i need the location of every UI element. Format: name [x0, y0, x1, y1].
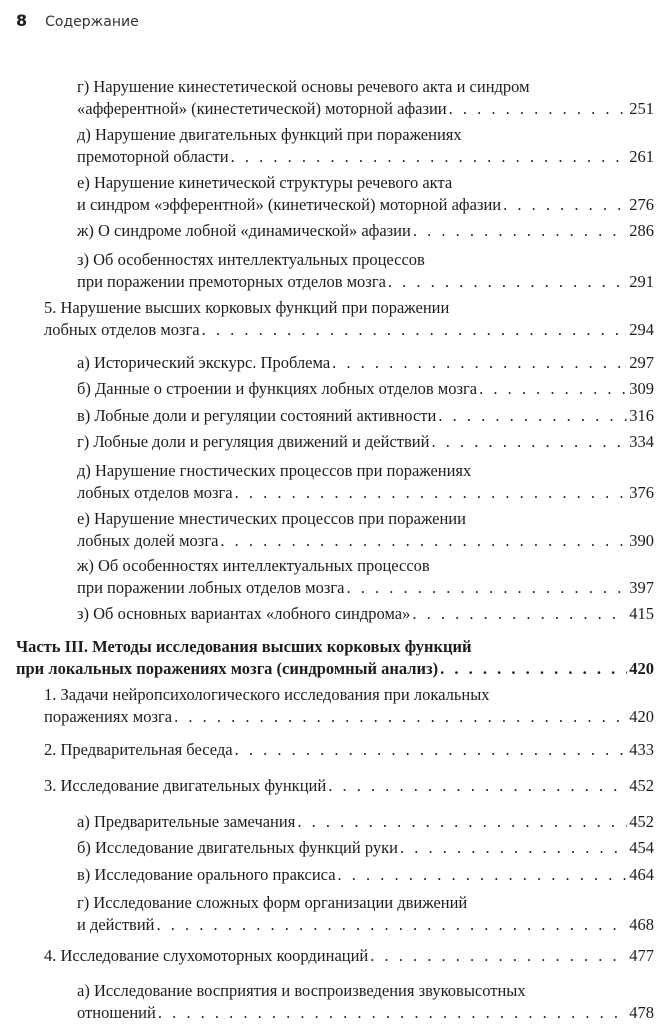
- toc-page-number: 420: [629, 659, 654, 678]
- dot-leader: [400, 837, 627, 859]
- toc-entry-line: 4. Исследование слухомоторных координаций: [44, 946, 369, 965]
- toc-entry-line: 1. Задачи нейропсихологического исследования при локальных: [44, 685, 490, 704]
- toc-page-number: 397: [629, 578, 654, 597]
- dot-leader: [388, 271, 627, 293]
- toc-page-number: 390: [629, 531, 654, 550]
- toc-entry-line: а) Предварительные замечания: [77, 812, 296, 831]
- toc-entry-line: премоторной области: [77, 147, 229, 166]
- toc-entry: [77, 460, 654, 504]
- toc-page-number: 291: [629, 272, 654, 291]
- toc-page-number: 478: [629, 1003, 654, 1022]
- toc-entry: [44, 684, 654, 728]
- toc-entry: [44, 297, 654, 341]
- toc-entry-line: при поражении премоторных отделов мозга: [77, 272, 386, 291]
- toc-page-number: 477: [629, 946, 654, 965]
- dot-leader: [231, 146, 628, 168]
- toc-entry-line: лобных отделов мозга: [77, 483, 233, 502]
- toc-entry-line: Часть III. Методы исследования высших корковых функций: [16, 637, 472, 656]
- toc-entry-line: в) Лобные доли и регуляции состояний активности: [77, 406, 437, 425]
- section-title: Содержание: [45, 14, 139, 30]
- dot-leader: [370, 945, 627, 967]
- toc-entry-line: поражениях мозга: [44, 707, 173, 726]
- dot-leader: [412, 603, 627, 625]
- toc-entry-line: з) Об основных вариантах «лобного синдрома»: [77, 604, 411, 623]
- toc-page-number: 316: [629, 406, 654, 425]
- toc-entry: [77, 508, 654, 552]
- dot-leader: [220, 530, 627, 552]
- toc-entry-line: лобных отделов мозга: [44, 320, 200, 339]
- toc-entry: [77, 124, 654, 168]
- toc-entry-line: д) Нарушение гностических процессов при поражениях: [77, 461, 472, 480]
- toc-entry-line: и синдром «эфферентной» (кинетической) моторной афазии: [77, 195, 502, 214]
- toc-entry: [77, 555, 654, 599]
- toc-entry-line: при локальных поражениях мозга (синдромный анализ): [16, 659, 439, 678]
- toc-entry-line: б) Данные о строении и функциях лобных отделов мозга: [77, 379, 478, 398]
- dot-leader: [413, 220, 627, 242]
- toc-page-number: 276: [629, 195, 654, 214]
- toc-entry-line: ж) О синдроме лобной «динамической» афазии: [77, 221, 411, 240]
- toc-entry-line: а) Исторический экскурс. Проблема: [77, 353, 331, 372]
- toc-page-number: 251: [629, 99, 654, 118]
- toc-entry: [77, 220, 654, 242]
- toc-entry-line: в) Исследование орального праксиса: [77, 865, 336, 884]
- toc-page-number: 415: [629, 604, 654, 623]
- dot-leader: [346, 577, 627, 599]
- dot-leader: [503, 194, 627, 216]
- toc-entry-line: е) Нарушение мнестических процессов при поражении: [77, 509, 466, 528]
- toc-entry: [77, 378, 654, 400]
- toc-entry-line: отношений: [77, 1003, 156, 1022]
- toc-entry: [77, 352, 654, 374]
- toc-page-number: 452: [629, 776, 654, 795]
- toc-entry-line: г) Исследование сложных форм организации движений: [77, 893, 468, 912]
- toc-page-number: 334: [629, 432, 654, 451]
- dot-leader: [328, 775, 627, 797]
- toc-entry-line: а) Исследование восприятия и воспроизведения звуковысотных: [77, 981, 526, 1000]
- toc-entry-line: з) Об особенностях интеллектуальных процессов: [77, 250, 425, 269]
- dot-leader: [174, 706, 627, 728]
- toc-page-number: 464: [629, 865, 654, 884]
- dot-leader: [157, 914, 628, 936]
- toc-entry: [77, 431, 654, 453]
- toc-entry-line: 3. Исследование двигательных функций: [44, 776, 327, 795]
- toc-entry-line: и действий: [77, 915, 155, 934]
- toc-entry: [77, 76, 654, 120]
- toc-page-number: 297: [629, 353, 654, 372]
- toc-entry-line: е) Нарушение кинетической структуры речевого акта: [77, 173, 453, 192]
- dot-leader: [338, 864, 628, 886]
- toc-entry-line: лобных долей мозга: [77, 531, 219, 550]
- page-number: 8: [16, 11, 28, 30]
- toc-entry: [77, 892, 654, 936]
- dot-leader: [235, 739, 628, 761]
- toc-page-number: 376: [629, 483, 654, 502]
- toc-entry-line: при поражении лобных отделов мозга: [77, 578, 345, 597]
- toc-page-number: 261: [629, 147, 654, 166]
- toc-page-number: 433: [629, 740, 654, 759]
- toc-entry-line: г) Лобные доли и регуляция движений и действий: [77, 432, 430, 451]
- dot-leader: [158, 1002, 627, 1024]
- dot-leader: [332, 352, 627, 374]
- toc-entry-line: д) Нарушение двигательных функций при поражениях: [77, 125, 462, 144]
- toc-entry-line: ж) Об особенностях интеллектуальных процессов: [77, 556, 430, 575]
- toc-entry: [77, 811, 654, 833]
- toc-page-number: 454: [629, 838, 654, 857]
- dot-leader: [235, 482, 628, 504]
- toc-page-number: 294: [629, 320, 654, 339]
- toc-entry-line: «афферентной» (кинестетической) моторной афазии: [77, 99, 447, 118]
- toc-entry: [77, 405, 654, 427]
- toc-entry: [77, 837, 654, 859]
- dot-leader: [431, 431, 627, 453]
- toc-entry-line: 5. Нарушение высших корковых функций при поражении: [44, 298, 450, 317]
- toc-page-number: 452: [629, 812, 654, 831]
- toc-entry: [77, 980, 654, 1024]
- dot-leader: [479, 378, 627, 400]
- toc-page-number: 309: [629, 379, 654, 398]
- toc-entry: [44, 945, 654, 967]
- toc-entry-line: г) Нарушение кинестетической основы речевого акта и синдром: [77, 77, 530, 96]
- dot-leader: [297, 811, 627, 833]
- toc-part-heading: [16, 636, 654, 680]
- dot-leader: [449, 98, 628, 120]
- toc-entry-line: 2. Предварительная беседа: [44, 740, 233, 759]
- dot-leader: [438, 405, 627, 427]
- running-header: [16, 11, 139, 37]
- toc-page-number: 286: [629, 221, 654, 240]
- toc-entry: [77, 864, 654, 886]
- toc-entry: [44, 775, 654, 797]
- dot-leader: [440, 658, 627, 680]
- toc-entry: [77, 172, 654, 216]
- toc-entry: [44, 739, 654, 761]
- toc-entry: [77, 603, 654, 625]
- toc-page-number: 468: [629, 915, 654, 934]
- toc-entry-line: б) Исследование двигательных функций руки: [77, 838, 398, 857]
- dot-leader: [202, 319, 628, 341]
- toc-entry: [77, 249, 654, 293]
- toc-page-number: 420: [629, 707, 654, 726]
